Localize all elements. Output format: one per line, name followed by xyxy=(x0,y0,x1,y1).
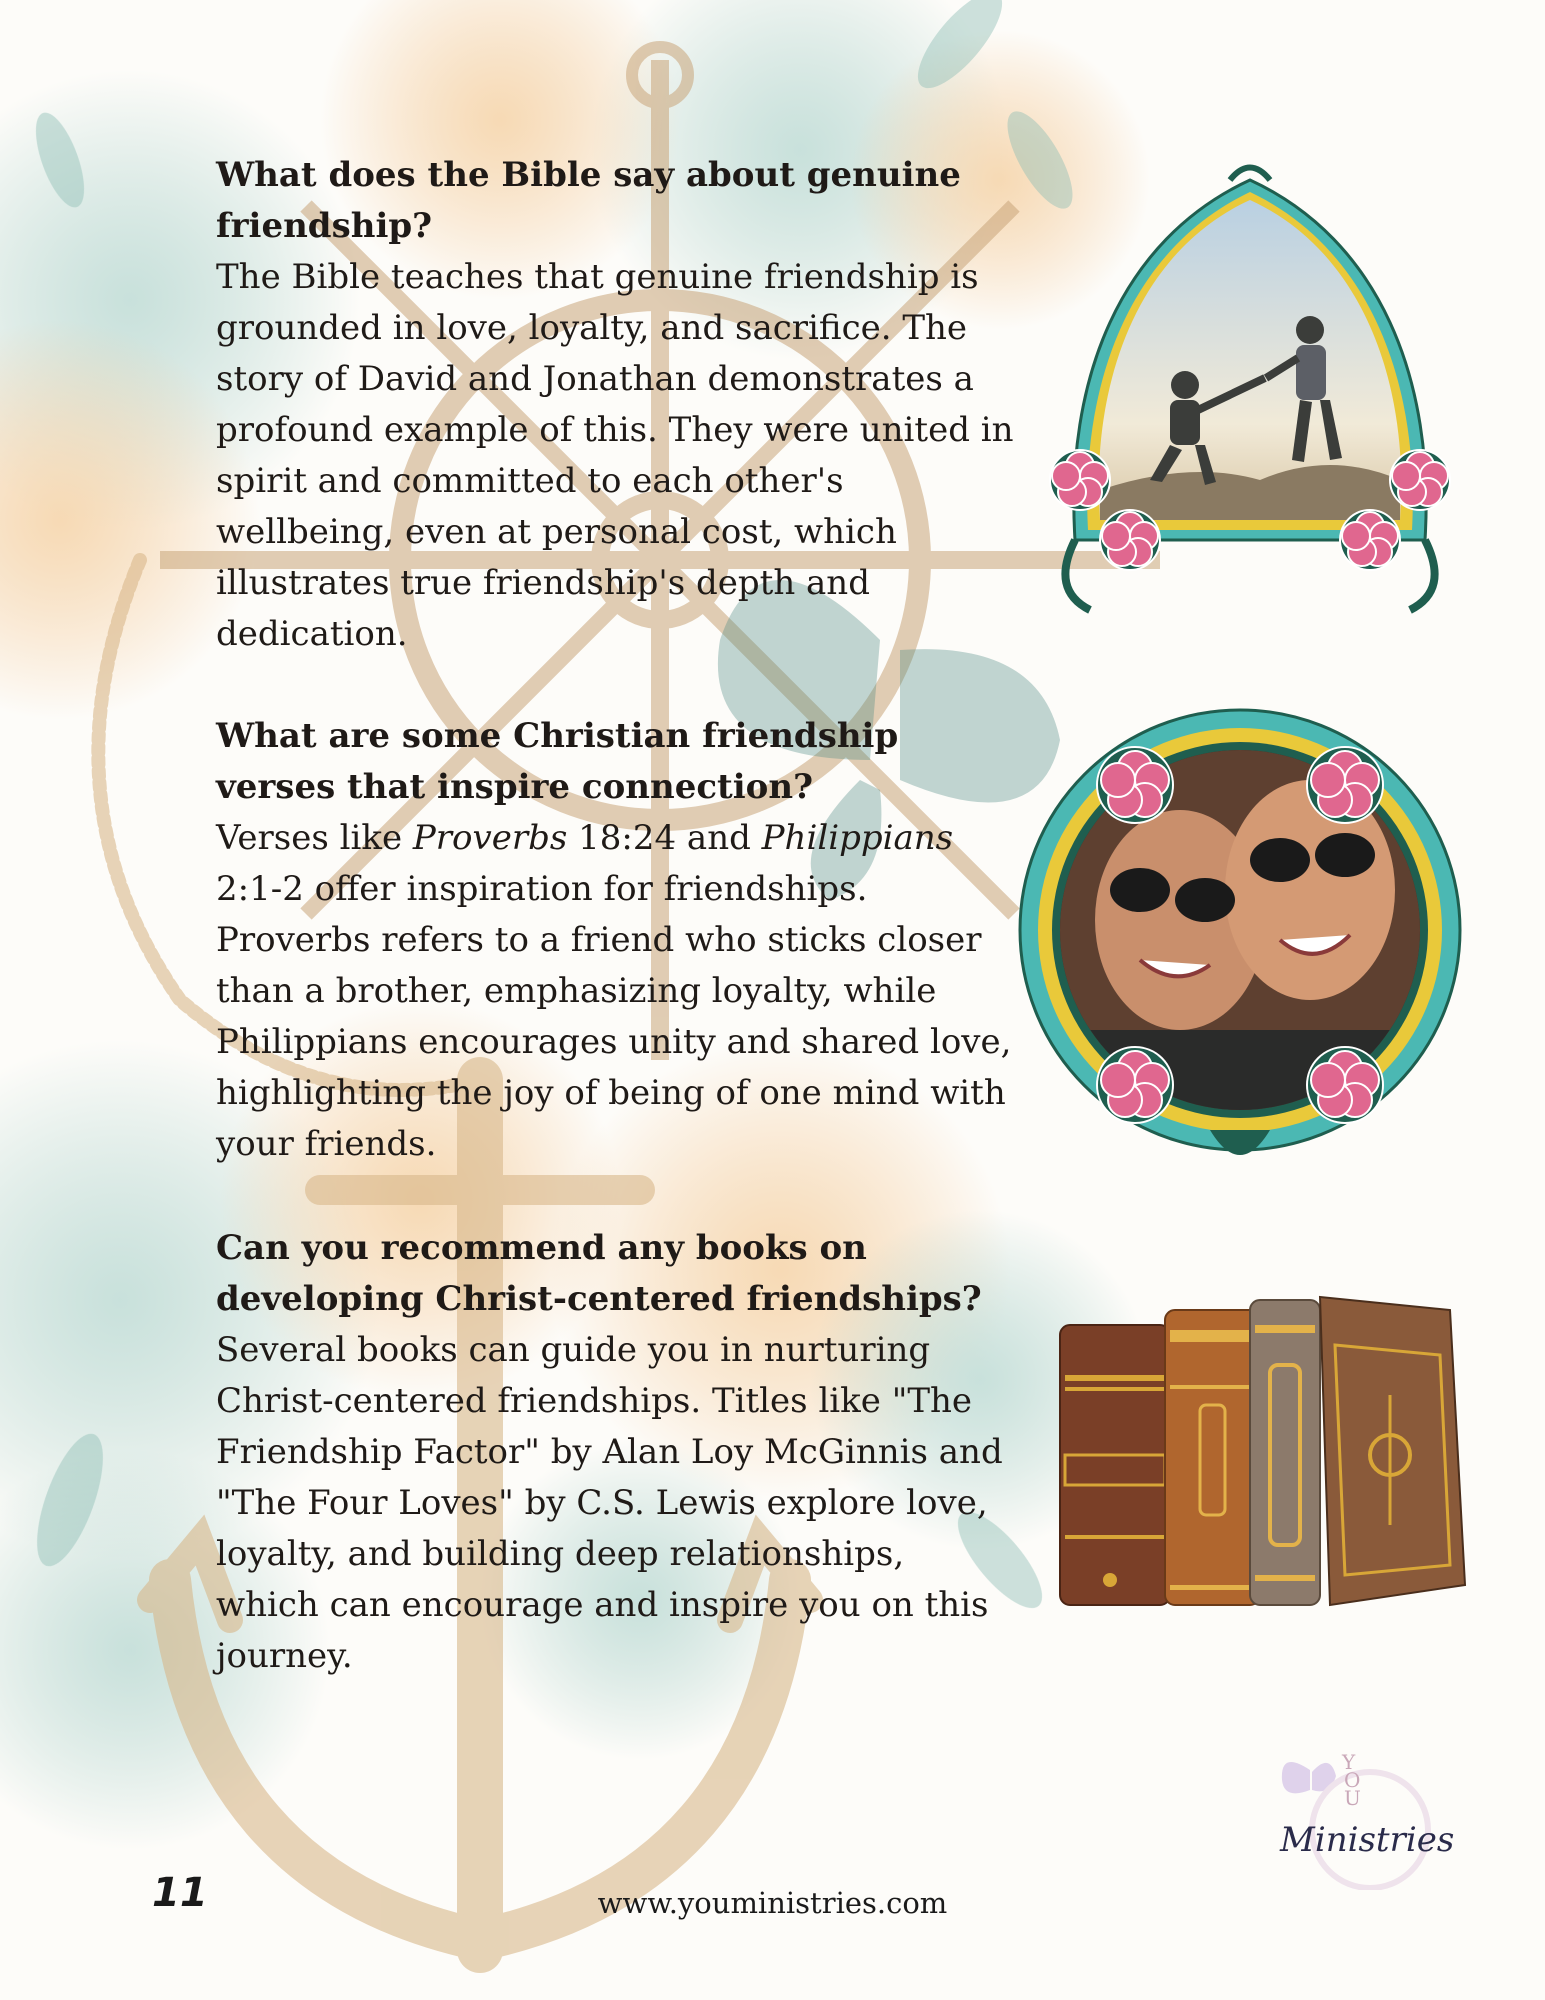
answer-text-part: Verses like xyxy=(216,818,413,858)
answer-text: Several books can guide you in nurturing Christ-centered friendships. Titles like "The Friendship Factor" by Alan Loy McGinnis and "The Four Loves" by C.S. Lewis explore love, loyalty, and building deep relationships, which can encourage and inspire you on this journey. xyxy=(216,1330,1003,1676)
book-spine-2 xyxy=(1165,1310,1260,1605)
question-heading: What are some Christian friendship verses that inspire connection? xyxy=(216,716,899,807)
book-spine-3 xyxy=(1250,1300,1320,1605)
verse-book-proverbs: Proverbs xyxy=(412,818,568,858)
faq-section-1 xyxy=(216,150,1016,660)
logo-wordmark: Ministries xyxy=(1280,1820,1455,1860)
logo-letter-y: Y xyxy=(1342,1750,1356,1774)
answer-text-part: 2:1-2 offer inspiration for friendships. Proverbs refers to a friend who sticks closer than a brother, emphasizing loyalty, while Philippians encourages unity and shared love, highlighting the joy of being of one mind with your friends. xyxy=(216,869,1012,1164)
verse-book-philippians: Philippians xyxy=(761,818,954,858)
logo-letter-u: U xyxy=(1344,1786,1361,1810)
answer-text-part: 18:24 and xyxy=(567,818,762,858)
faq-section-2 xyxy=(216,711,1016,1170)
book-cover-4 xyxy=(1320,1297,1465,1605)
faq-section-3 xyxy=(216,1223,1016,1682)
question-heading: What does the Bible say about genuine friendship? xyxy=(216,155,961,246)
answer-text: The Bible teaches that genuine friendship is grounded in love, loyalty, and sacrifice. The story of David and Jonathan demonstrates a profound example of this. They were united in spirit and committed to each other's wellbeing, even at personal cost, which illustrates true friendship's depth and dedication. xyxy=(216,257,1014,654)
books-icon xyxy=(1060,1297,1465,1605)
book-spine-1 xyxy=(1060,1325,1170,1605)
answer-text xyxy=(216,813,1016,1170)
website-url[interactable]: www.youministries.com xyxy=(597,1886,948,1920)
logo-letter-o: O xyxy=(1344,1768,1361,1792)
books-illustration xyxy=(1055,1285,1475,1615)
friends-hiking-photo xyxy=(1030,160,1470,630)
friends-selfie-photo xyxy=(1010,690,1470,1180)
question-heading: Can you recommend any books on developing Christ-centered friendships? xyxy=(216,1228,982,1319)
page-number: 11 xyxy=(152,1870,208,1916)
